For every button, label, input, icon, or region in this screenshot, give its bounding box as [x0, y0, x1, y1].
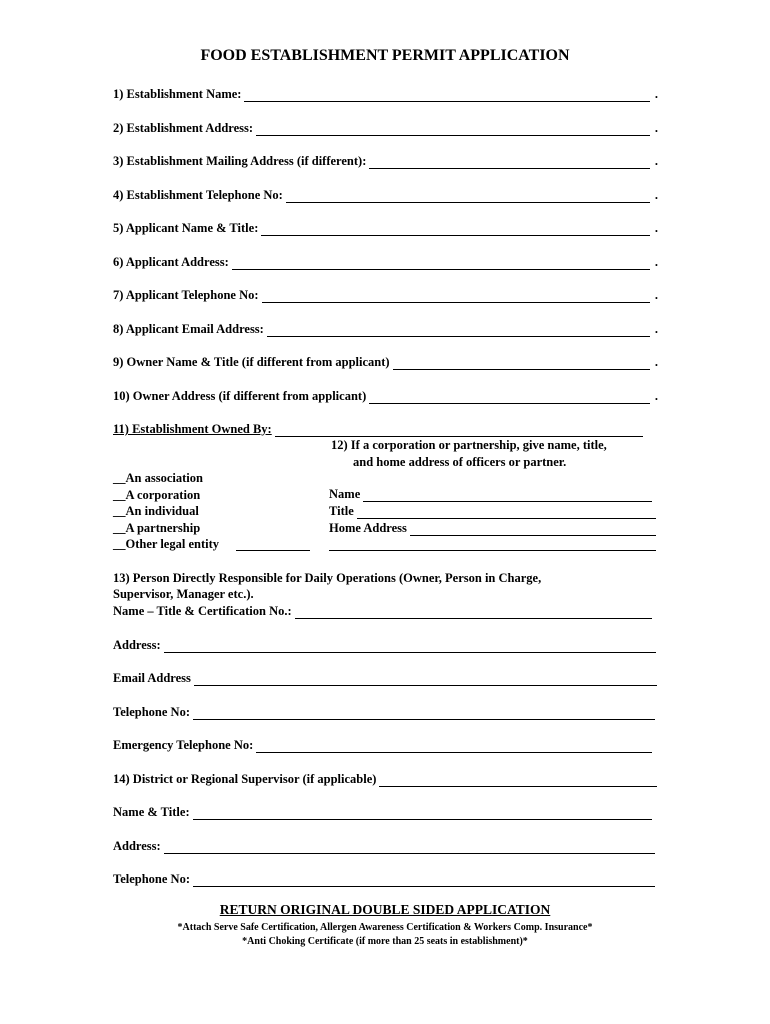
field-label: 5) Applicant Name & Title: — [113, 221, 259, 235]
establishment-name-field[interactable] — [113, 86, 658, 102]
blank-line[interactable] — [267, 324, 650, 337]
line-end-period: . — [654, 221, 658, 235]
option-individual[interactable]: __An individual — [113, 504, 199, 518]
attachment-note: *Attach Serve Safe Certification, Allergen Awareness Certification & Workers Comp. Insurance* — [177, 922, 593, 933]
field-label: 7) Applicant Telephone No: — [113, 288, 259, 302]
person-responsible-heading-line2: Supervisor, Manager etc.). — [113, 587, 254, 601]
blank-line[interactable] — [193, 807, 652, 820]
option-other-legal-entity[interactable]: __Other legal entity — [113, 537, 219, 551]
field-label: 14) District or Regional Supervisor (if applicable) — [113, 772, 377, 786]
line-end-period: . — [654, 255, 658, 269]
person-responsible-heading-line1: 13) Person Directly Responsible for Daily Operations (Owner, Person in Charge, — [113, 571, 542, 585]
person-emergency-telephone-field[interactable] — [113, 737, 652, 753]
blank-line[interactable] — [369, 391, 650, 404]
field-label: 8) Applicant Email Address: — [113, 322, 264, 336]
field-label: Name & Title: — [113, 805, 190, 819]
field-label: Name – Title & Certification No.: — [113, 604, 292, 618]
owner-name-field[interactable] — [113, 354, 658, 370]
blank-line[interactable] — [363, 489, 652, 502]
option-corporation[interactable]: __A corporation — [113, 488, 201, 502]
applicant-email-field[interactable] — [113, 321, 658, 337]
blank-line[interactable] — [256, 123, 650, 136]
field-label: 2) Establishment Address: — [113, 121, 254, 135]
blank-line[interactable] — [193, 707, 655, 720]
field-label: Telephone No: — [113, 872, 190, 886]
field-label: Email Address — [113, 671, 191, 685]
return-instructions-title: RETURN ORIGINAL DOUBLE SIDED APPLICATION — [219, 902, 551, 917]
blank-line[interactable] — [410, 523, 656, 536]
officer-name-field[interactable] — [329, 486, 652, 502]
blank-line[interactable] — [357, 506, 656, 519]
field-label: 1) Establishment Name: — [113, 87, 242, 101]
owner-address-field[interactable] — [113, 388, 658, 404]
officer-title-field[interactable] — [329, 503, 656, 519]
page-title: FOOD ESTABLISHMENT PERMIT APPLICATION — [200, 47, 570, 64]
establishment-address-field[interactable] — [113, 120, 658, 136]
field-label: 11) Establishment Owned By: — [113, 422, 272, 436]
blank-line[interactable] — [164, 841, 655, 854]
line-end-period: . — [654, 188, 658, 202]
line-end-period: . — [654, 154, 658, 168]
blank-line[interactable] — [194, 673, 657, 686]
other-entity-blank[interactable] — [236, 550, 310, 551]
blank-line[interactable] — [369, 156, 650, 169]
supervisor-name-title-field[interactable] — [113, 804, 652, 820]
blank-line[interactable] — [261, 223, 650, 236]
blank-line[interactable] — [295, 606, 652, 619]
field-label: Home Address — [329, 521, 407, 535]
field-label: 3) Establishment Mailing Address (if different): — [113, 154, 367, 168]
field-label: 10) Owner Address (if different from applicant) — [113, 389, 367, 403]
blank-line[interactable] — [164, 640, 656, 653]
applicant-name-field[interactable] — [113, 220, 658, 236]
field-label: 4) Establishment Telephone No: — [113, 188, 283, 202]
field-label: Address: — [113, 638, 161, 652]
owned-by-field[interactable] — [113, 421, 643, 437]
line-end-period: . — [654, 288, 658, 302]
option-partnership[interactable]: __A partnership — [113, 521, 201, 535]
supervisor-telephone-field[interactable] — [113, 871, 655, 887]
field-label: Telephone No: — [113, 705, 190, 719]
establishment-telephone-field[interactable] — [113, 187, 658, 203]
field-label: 6) Applicant Address: — [113, 255, 229, 269]
field-label: Emergency Telephone No: — [113, 738, 254, 752]
blank-line[interactable] — [393, 357, 650, 370]
option-association[interactable]: __An association — [113, 471, 203, 485]
blank-line[interactable] — [244, 89, 650, 102]
mailing-address-field[interactable] — [113, 153, 658, 169]
line-end-period: . — [654, 389, 658, 403]
applicant-telephone-field[interactable] — [113, 287, 658, 303]
person-address-field[interactable] — [113, 637, 656, 653]
blank-line[interactable] — [379, 774, 657, 787]
blank-line[interactable] — [262, 290, 650, 303]
person-telephone-field[interactable] — [113, 704, 655, 720]
blank-line[interactable] — [232, 257, 650, 270]
line-end-period: . — [654, 87, 658, 101]
line-end-period: . — [654, 322, 658, 336]
officers-heading-line2: and home address of officers or partner. — [353, 455, 567, 469]
blank-line[interactable] — [275, 424, 643, 437]
field-label: Address: — [113, 839, 161, 853]
officers-heading-line1: 12) If a corporation or partnership, give name, title, — [331, 438, 607, 452]
person-email-field[interactable] — [113, 670, 657, 686]
officer-extra-blank-line[interactable] — [329, 550, 656, 551]
field-label: 9) Owner Name & Title (if different from applicant) — [113, 355, 390, 369]
applicant-address-field[interactable] — [113, 254, 658, 270]
line-end-period: . — [654, 355, 658, 369]
blank-line[interactable] — [193, 874, 655, 887]
supervisor-field[interactable] — [113, 771, 657, 787]
officer-home-address-field[interactable] — [329, 520, 656, 536]
blank-line[interactable] — [286, 190, 650, 203]
blank-line[interactable] — [256, 740, 652, 753]
field-label: Title — [329, 504, 354, 518]
supervisor-address-field[interactable] — [113, 838, 655, 854]
person-name-title-cert-field[interactable] — [113, 603, 652, 619]
anti-choking-note: *Anti Choking Certificate (if more than 25 seats in establishment)* — [242, 936, 528, 947]
field-label: Name — [329, 487, 361, 501]
line-end-period: . — [654, 121, 658, 135]
